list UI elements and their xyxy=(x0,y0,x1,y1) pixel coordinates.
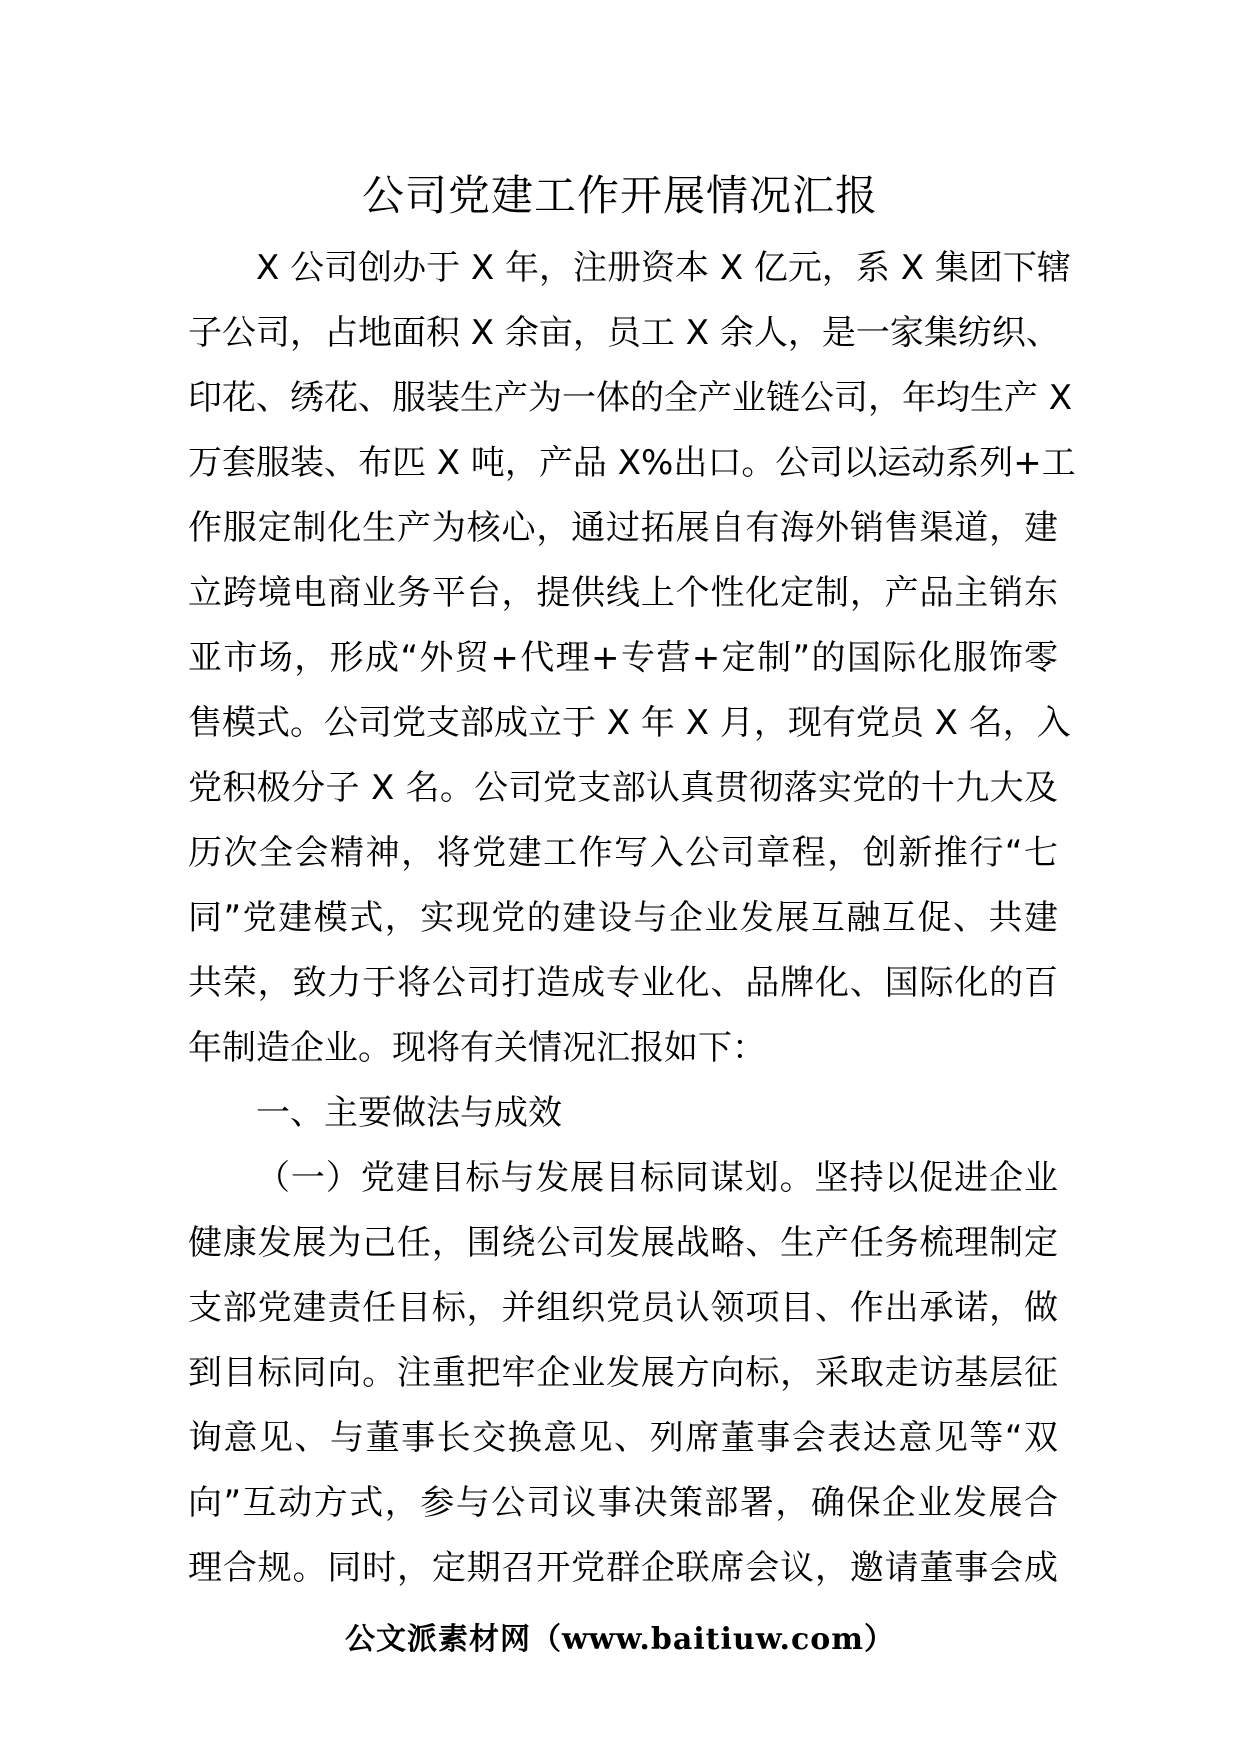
paragraph-line: 万套服装、布匹 X 吨，产品 X%出口。公司以运动系列+工 xyxy=(188,443,1076,483)
section-heading: 一、主要做法与成效 xyxy=(256,1093,562,1133)
paragraph-line: （一）党建目标与发展目标同谋划。坚持以促进企业 xyxy=(256,1158,1058,1198)
footer-watermark: 公文派素材网（www.baitiuw.com） xyxy=(344,1622,896,1657)
paragraph-line: 售模式。公司党支部成立于 X 年 X 月，现有党员 X 名，入 xyxy=(188,703,1071,743)
paragraph-line: 同”党建模式，实现党的建设与企业发展互融互促、共建 xyxy=(188,898,1058,938)
paragraph-line: 党积极分子 X 名。公司党支部认真贯彻落实党的十九大及 xyxy=(188,768,1058,808)
paragraph-line: X 公司创办于 X 年，注册资本 X 亿元，系 X 集团下辖 xyxy=(256,248,1071,288)
document-title: 公司党建工作开展情况汇报 xyxy=(361,171,878,220)
paragraph-line: 作服定制化生产为核心，通过拓展自有海外销售渠道，建 xyxy=(188,508,1058,548)
paragraph-line: 历次全会精神，将党建工作写入公司章程，创新推行“七 xyxy=(188,833,1058,873)
paragraph-line: 共荣，致力于将公司打造成专业化、品牌化、国际化的百 xyxy=(188,963,1058,1003)
paragraph-line: 支部党建责任目标，并组织党员认领项目、作出承诺，做 xyxy=(188,1288,1058,1328)
paragraph-line: 向”互动方式，参与公司议事决策部署，确保企业发展合 xyxy=(188,1483,1058,1523)
paragraph-line: 理合规。同时，定期召开党群企联席会议，邀请董事会成 xyxy=(188,1548,1058,1588)
paragraph-line: 立跨境电商业务平台，提供线上个性化定制，产品主销东 xyxy=(188,573,1058,613)
document-body xyxy=(188,236,1076,1601)
paragraph-line: 印花、绣花、服装生产为一体的全产业链公司，年均生产 X xyxy=(188,378,1073,418)
paragraph-line: 年制造企业。现将有关情况汇报如下： xyxy=(188,1028,766,1068)
paragraph-line: 子公司，占地面积 X 余亩，员工 X 余人，是一家集纺织、 xyxy=(188,313,1060,353)
paragraph-line: 询意见、与董事长交换意见、列席董事会表达意见等“双 xyxy=(188,1418,1058,1458)
paragraph-line: 亚市场，形成“外贸+代理+专营+定制”的国际化服饰零 xyxy=(188,638,1058,678)
paragraph-line: 到目标同向。注重把牢企业发展方向标，采取走访基层征 xyxy=(188,1353,1058,1393)
paragraph-line: 健康发展为己任，围绕公司发展战略、生产任务梳理制定 xyxy=(188,1223,1058,1263)
